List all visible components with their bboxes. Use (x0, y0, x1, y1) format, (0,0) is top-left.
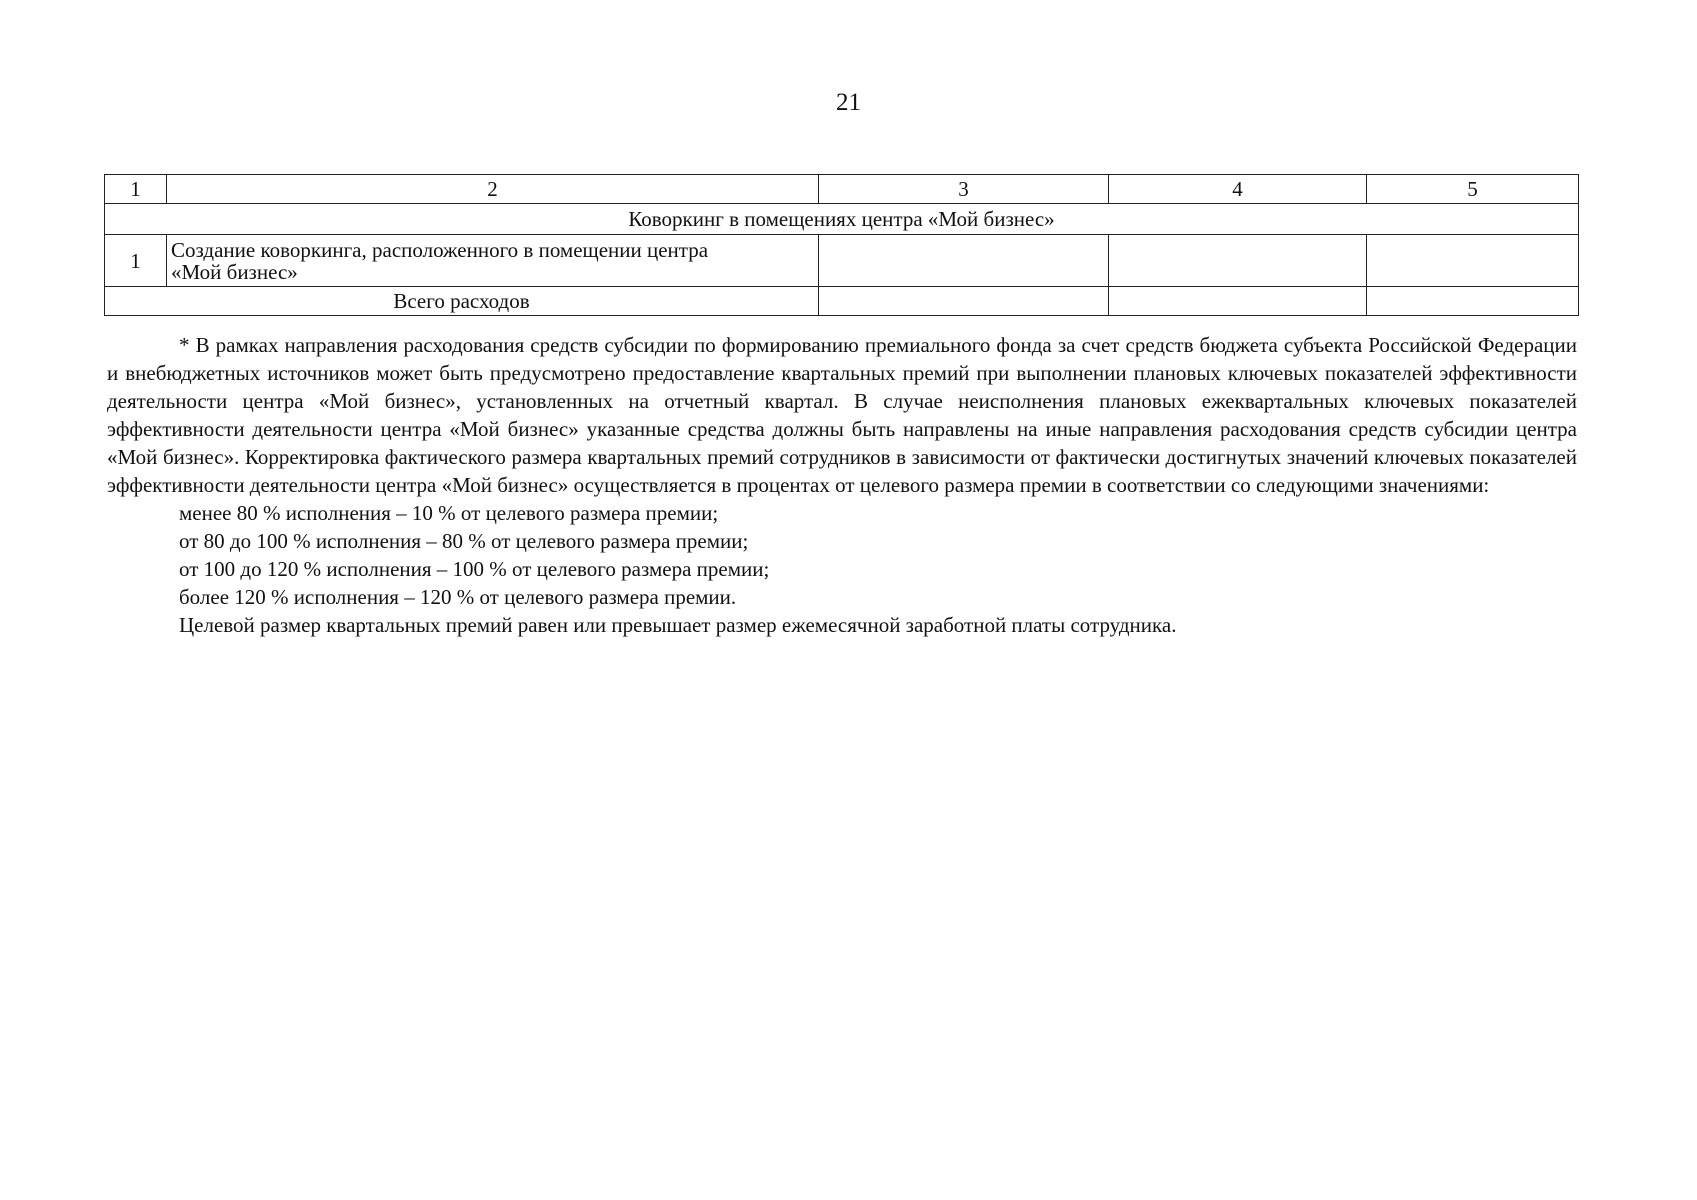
header-cell-4: 4 (1109, 175, 1367, 204)
footnote-paragraph: * В рамках направления расходования средств субсидии по формированию премиального фонда за счет средств бюджета субъекта Российской Федерации и внебюджетных источников может быть предусмотрено предоставление квартальных премий при выполнении плановых ключевых показателей эффективности деятельности центра «Мой бизнес», установленных на отчетный квартал. В случае неисполнения плановых ежеквартальных ключевых показателей эффективности деятельности центра «Мой бизнес» указанные средства должны быть направлены на иные направления расходования средств субсидии центра «Мой бизнес». Корректировка фактического размера квартальных премий сотрудников в зависимости от фактически достигнутых значений ключевых показателей эффективности деятельности центра «Мой бизнес» осуществляется в процентах от целевого размера премии в соответствии со следующими значениями: (107, 333, 1577, 497)
bonus-item-4: более 120 % исполнения – 120 % от целевого размера премии. (179, 585, 737, 609)
row-number: 1 (105, 235, 167, 287)
bonus-item-1: менее 80 % исполнения – 10 % от целевого размера премии; (179, 501, 719, 525)
row-name (167, 235, 819, 287)
header-cell-3: 3 (819, 175, 1109, 204)
total-cell-3 (819, 287, 1109, 316)
total-label: Всего расходов (105, 287, 819, 316)
header-cell-2: 2 (167, 175, 819, 204)
row-cell-3 (819, 235, 1109, 287)
target-bonus-note: Целевой размер квартальных премий равен или превышает размер ежемесячной заработной платы сотрудника. (179, 613, 1177, 637)
table-row (105, 235, 1579, 287)
row-cell-5 (1367, 235, 1579, 287)
footnote (107, 331, 1577, 639)
total-row (105, 287, 1579, 316)
total-cell-4 (1109, 287, 1367, 316)
header-cell-1: 1 (105, 175, 167, 204)
bonus-item-3: от 100 до 120 % исполнения – 100 % от целевого размера премии; (179, 557, 770, 581)
page-number: 21 (836, 89, 861, 116)
section-title-row (105, 204, 1579, 235)
table-header-row (105, 175, 1579, 204)
total-cell-5 (1367, 287, 1579, 316)
row-name-line2: «Мой бизнес» (171, 259, 298, 284)
row-cell-4 (1109, 235, 1367, 287)
expense-table (104, 174, 1579, 316)
header-cell-5: 5 (1367, 175, 1579, 204)
row-name-line1: Создание коворкинга, расположенного в помещении центра (171, 237, 709, 262)
section-title: Коворкинг в помещениях центра «Мой бизнес» (105, 204, 1579, 235)
bonus-item-2: от 80 до 100 % исполнения – 80 % от целевого размера премии; (179, 529, 749, 553)
